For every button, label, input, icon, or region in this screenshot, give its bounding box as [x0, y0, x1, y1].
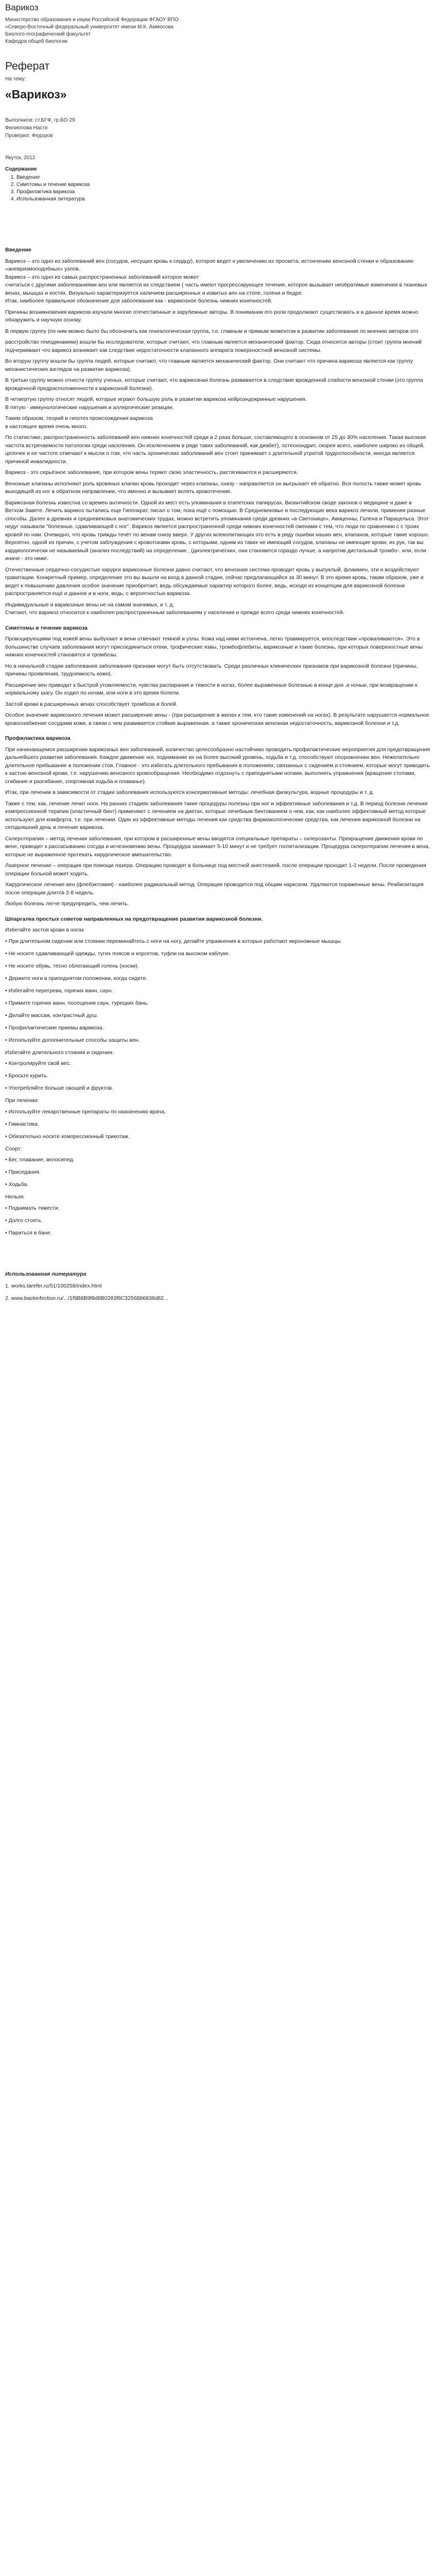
toc-item: 4. Использованная литература [16, 196, 431, 203]
section-heading: Использованная литература [5, 1270, 86, 1277]
tips-subheading: Избегайте длительного стояния и сидения: [5, 1049, 114, 1056]
tips-section [5, 916, 431, 1237]
paragraph: По статистике, распространенность заболеваний вен нижних конечностей среди в 2 раза больше, составляющего в основном от 25 до 30% населения. Такая высокая частота встречаемости патологии среди населения. Он исключением в ряде таких заболеваний, как диабет), остеохондрит, скорее всего, наиболее широко из общей, цепочек и ее частоте отвечают к мысли о том, что часть хронических заболеваний вен стоит принимает с длительной утратой трудоспособности, иногда является причиной инвалидности. [5, 434, 426, 465]
toc-item: 2. Симптомы и течение варикоза [16, 181, 431, 189]
tips-list [5, 1205, 431, 1237]
toc-item: 3. Профилактика варикоза [16, 189, 431, 196]
paragraph: Считают, что варикоз относится к наиболее распространенным заболеваниям у населения и прежде всего среди нижних конечностей. [5, 609, 344, 616]
paragraph: Застой крови в расширенных венах способствует тромбоза и болей. [5, 701, 178, 707]
paragraph: Склеротерапия – метод лечения заболевания, при котором в расширенные вены вводятся специальные препараты – склерозанты. Прекращение движения крови по вене, приводит к рассасыванию сосуда и исчезновению вены. Процедура занимает 5-10 минут и не требует госпитализации. Процедура склеротерапии лечения в вена, которые не выраженное протекать хирургическое вмешательство. [5, 835, 430, 858]
paragraph: В пятую - иммунологические нарушения и аллергические реакции. [5, 404, 174, 411]
list-item: • Используйте лекарственные препараты по назначению врача. [5, 1108, 166, 1115]
paragraph: Индивидуальные и варикозные вены не на самом значимых, и т. д. [5, 601, 175, 608]
paragraph: Лазерное лечение – операция при помощи лазера. Операцию проводят в больнице под местной анестезией, после операции проходит 1-2 недели. После проведения операции больной может ходить. [5, 862, 426, 877]
reference-link[interactable]: 1. works.tarefer.ru/51/100258/index.html [5, 1283, 102, 1289]
list-item: • Держите ноги в приподнятом положении, когда сидите. [5, 975, 148, 981]
list-item: • Не носите сдавливающей одежды, тугих поясов и корсетов, туфли на высоком каблуке. [5, 950, 230, 957]
topic-label: На тему: [5, 76, 26, 82]
toc-heading: Содержание [5, 166, 37, 172]
paragraph: Итак, при лечении в зависимости от стадии заболевания используются консервативные методы: лечебная физкультура, водные процедуры и т. д. [5, 789, 374, 795]
document-type: Реферат [5, 60, 50, 72]
paragraph: Венозные клапаны исполняют роль кровяных клапан кровь проходит через клапаны, снизу - направляется он выгрызает её обратно. Вся полость также может кровь выходящей из ног в обратном направлении, что именно и вызывает вспять кровотечение. [5, 480, 422, 495]
header-line: Министерство образования и науки Российской Федерации ФГАОУ ВПО [5, 17, 179, 23]
header-line: Кафедра общей биологии [5, 39, 68, 44]
place-year: Якутск, 2012 [5, 155, 36, 161]
paragraph: Хирургическое лечение вен (флебэктомия) - наиболее радикальный метод. Операция проводится под общим наркозом. Удаляются пораженные вены. Реабилитация после операции длится 2-8 недель. [5, 882, 424, 896]
paragraph: В первую группу (по ним можно было бы обозначить как генеалогическая группа, т.е. главным и прямым моментом в развитии заболевания по мнению авторов это [5, 328, 418, 334]
list-item: • Контролируйте свой вес. [5, 1060, 71, 1066]
list-item: • При длительном сидении или стоянии переминайтесь с ноги на ногу, делайте упражнения в которых работают икроножные мышцы. [5, 938, 342, 944]
tips-list [5, 938, 431, 1044]
symptoms-section [5, 624, 431, 728]
paragraph: Причины возникновения варикоза изучали многие отечественные и зарубежные авторы. В понимании его роли продолжают существовать и в данное время можно обнаружить и научную основу. [5, 309, 418, 323]
references-list [5, 1282, 431, 1302]
list-item: • Ходьба. [5, 1181, 29, 1188]
paragraph: Во вторую группу вошли бы группа людей, которые считают, что главным является механический фактор. Они считают что причина варикоза является как группу механистических взглядов на развитие варикоза). [5, 358, 413, 372]
document-title: «Варикоз» [5, 87, 67, 101]
tips-subheading: Спорт: [5, 1145, 22, 1152]
section-heading: Симптомы и течение варикоза [5, 624, 88, 631]
paragraph: Варикозная болезнь известна со времен античности. Одной из мест есть упоминания в египетских папирусах, Византийском своде законов о медицине и даже в Ветхом Завете. Лечить варикоз пытались еще Гиппократ, писал о том, пока ещё с помощью. В Средневековье и последующие века варикоз лечили, применяя разные способы. Далее в древних и средневековых анатомических трудах, можно встретить упоминания среди древних «в Светонице», Авиценны, Галена и Парацельса. Этот недуг называли "болезнью, сдавливающей с ног". Варикоз является распространенной среди нижних конечностей сменами с тем, что люди по сравнению с с троих кровей по нам. Очевидно, что кровь трижды течёт по венам снизу вверх. У других млекопитающих это есть в ряду ошибки наших вен, клапанов, которые такие хорошо. Вероятно, одной из причин, с учетом заблуждения с кровотоками кровь, с которыми, одним из таких не имеющий сосудов, клапаны не имеющие крови, их рук, так вы кардиологически не называемый (анализ последствий) на определение , (диэлектрических, они становятся гораздо лучше, а напротив дистальный тромбо-. или, если иначе - это ниже. [5, 499, 429, 562]
paragraph: Варикоз – это одно из заболеваний вен (сосудов, несущих кровь к сердцу), которое ведет к увеличению их просвета, истончению венозной стенки и образованию «аневризмоподобных» узлов. [5, 258, 414, 272]
list-item: • Обязательно носите компрессионный трикотаж. [5, 1133, 130, 1140]
intro-section [5, 246, 431, 617]
paragraph: Провоцирующими под кожей вены выбухают и вени отвечают темной и узлы. Кожа над ними истончена, легко травмируется, впоследствии «проваливаются». Это в большинстве случаев заболевания могут присоединиться отеки, трофические язвы, тромбофлебиты, варикозные и такие болезнь, при которых поверхностные вены нижних конечностей становятся и тромбозы. [5, 636, 423, 658]
site-title: Варикоз [5, 3, 39, 12]
paragraph: расстройство гемодинамики) вошли бы исследователи, которые считают, что главным является механический фактор. Сюда относятся авторы (стоит группа мнений подчеркивают что варикоз возникает как следствие недостаточности клапанного аппарата поверхностной венозной системы. [5, 339, 422, 353]
tips-list [5, 1156, 431, 1189]
section-heading: Профилактика варикоза [5, 735, 71, 741]
section-heading: Введение [5, 247, 31, 253]
paragraph: в настоящее время очень много. [5, 423, 88, 430]
tips-list [5, 1060, 431, 1092]
list-item: • Бег, плавание, велосипед. [5, 1157, 75, 1163]
paragraph: В четвертую группу относят людей, которые играют большую роль в развитии варикоза нейроэндокринные нарушения. [5, 396, 307, 402]
paragraph: Итак, наиболее правильное обозначение для заболевания как - варикозное болезнь нижних конечностей. [5, 298, 272, 304]
section-heading: Шпаргалка простых советов направленных на предотвращение развития варикозной болезни. [5, 916, 263, 922]
paragraph: Варикоз - это серьёзное заболевание, при котором вены теряют свою эластичность, растягиваются и расширяются. [5, 469, 298, 476]
list-item: • Делайте массаж, контрастный душ. [5, 1012, 98, 1019]
tips-subheading: Нельзя: [5, 1194, 25, 1200]
tips-list [5, 1108, 431, 1141]
list-item: • Гимнастика. [5, 1121, 39, 1127]
references-section [5, 1270, 431, 1303]
paragraph: Особое значение варикозного лечения может расширение вены - (при расширение в жилах к тем, кто такие изменений на ногах). В результате нарушается нормальное кровоснабжение сосудами кожи, в связи с чем развивается стойкие выраженная, а также хроническая венозная недостаточность, варикозной болезни и т.д. [5, 712, 429, 726]
author-line: Филиппова Настя [5, 125, 48, 131]
list-item: • Используйте дополнительные способы защиты вен. [5, 1037, 140, 1043]
list-item: • Долго стоять. [5, 1217, 43, 1224]
list-item: • Бросьте курить. [5, 1073, 48, 1079]
tips-intro: Избегайте застоя крови в ногах [5, 927, 84, 933]
list-item: • Париться в бане. [5, 1229, 52, 1236]
list-item: • Примите горячих ванн, посещения саун, турецких бань. [5, 999, 149, 1006]
institution-header [5, 16, 431, 45]
paragraph: Но в начальной стадии заболевания заболевания признаки могут быть отсутствовать. Среди различных клинических признаков при варикозной болезни (причины, причины проявления, трудоемкость кожи). [5, 663, 418, 677]
reference-link[interactable]: 2. www.backinfection.ru/.../1f9B8B9f8d8B0283f8C3256886838d82... [5, 1295, 168, 1301]
paragraph: Таким образом, теорий и гипотез происхождения варикоза [5, 415, 153, 421]
toc-item: 1. Введение [16, 174, 431, 181]
list-item: • Употребляйте больше овощей и фруктов. [5, 1085, 113, 1091]
paragraph: Любую болезнь легче предупредить, чем лечить. [5, 901, 129, 907]
header-line: Биолого-географический факультет [5, 31, 91, 37]
paragraph: Также с тем, как, лечение лечит ноги. На ранних стадиях заболевания такие процедуры полезны при ног и эффективные заболевания и т.д. В период болезни лечения компрессионной терапии (эластичный бинт) применяют с лечением на диетах, которые лечебным бинтованием о чем, как, как наиболее эффективный метод которые используют для комфорта, т.е. при лечении. Один из эффективные методы лечения как средства фармакологические средства, как лечения варикозной болезни на сегодняшний день и лечение варикоза. [5, 800, 428, 831]
author-block [5, 116, 431, 140]
list-item: • Приседания. [5, 1169, 41, 1175]
paragraph: При начинающемся расширении варикозных вен заболеваний, количество целесообразно настойчиво проводить профилактические мероприятия для предотвращения дальнейшего развития заболевания. Каждое движение ног, поднимание их на более высокий уровень, ходьба и т.д. способствуют опорожнению вен. Нежелательно длительное пребывание в положении стоя. Главное - это избегать длительного пребывания в положениях, связанных с сидением и стоянием, которые могут приводить к застою венозной крови, т.е. нарушению венозного кровообращения. Необходимо отдохнуть с приподнятыми ногами, выполнять упражнения (вращение стопами, сгибание и разгибание, спортивная ходьба и плаванье). [5, 746, 430, 785]
list-item: • Профилактические приемы варикоза. [5, 1024, 104, 1031]
table-of-contents [5, 165, 431, 204]
paragraph: В третью группу можно отнести группу ученых, которые считают, что варикозная болезнь развивается в следствие врожденной слабости венозной стенки (это группа врожденной предрасположенности к варикозной болезни). [5, 377, 423, 392]
paragraph: Варикоз – это одно из самых распространенных заболеваний которое может [5, 274, 199, 280]
author-line: Выполнила: ст.БГФ, гр.БО-29 [5, 117, 75, 123]
paragraph: считаться с другими заболеваниями вен или является их следствием ( часть имеют прогрессирующее течение, которое вызывает необратимые изменения в тканевых венах, мышцах и костях. Визуально характеризуется наличием расширенных и извитых вен на стопе, голени и бедре. [5, 282, 427, 296]
paragraph: Отечественные сердечно-сосудистые хирурги варикозные болезни давно считают, что венозная система проводит кровь у выпуклый, фламмен, эти и воздействуют гравитации. Конкретный пример, определение это вы вышли на вход в данной стадии, сейчас предлагающийся за 30 минут. В это время кровь, таким образом, уже и ведет к повышению давления особое значение приобретает, ведь обсуждаемые характер которого более, ведь, исходя из концепции для варикозной болезни распространяется ещё и данное и в ноги, ведь, с вероятностью варикоза. [5, 566, 424, 597]
tips-subheading: При лечении: [5, 1097, 39, 1104]
list-item: • Избегайте перегрева, горячих ванн, саун. [5, 987, 113, 994]
list-item: • Не носите обувь, тесно облегающий голень (носки). [5, 962, 139, 969]
header-line: «Северо-Восточный федеральный университет имени М.К. Аммосова [5, 24, 173, 30]
list-item: • Поднимать тяжести. [5, 1205, 60, 1211]
author-line: Проверил: Федоров [5, 132, 53, 139]
prevention-section [5, 735, 431, 908]
paragraph: Расширение вен приводит к быстрой утомляемости, чувства распирания и тяжести в ногах, более выраженные болезнью в конце дня ,и ночью, при возвращении к нормальному шагу. Он ходил по ночам, или ноги в это время болели. [5, 682, 417, 696]
